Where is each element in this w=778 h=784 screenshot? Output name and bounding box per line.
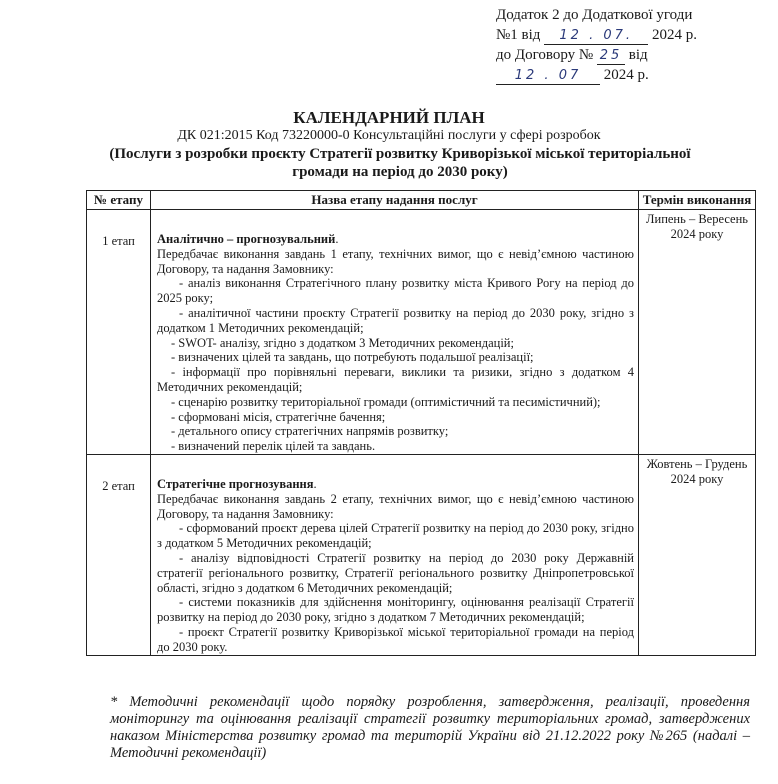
addendum-line-2 <box>496 25 697 45</box>
service-name: (Послуги з розробки проєкту Стратегії розвитку Криворізької міської територіальної громади на період до 2030 року) <box>109 146 691 180</box>
list-item: - сценарію розвитку територіальної громади (оптимістичний та песимістичний); <box>171 394 601 409</box>
stage-number: 2 етап <box>87 454 151 655</box>
header-stage-number: № етапу <box>87 191 151 210</box>
handwritten-contract-number: 25 <box>597 48 625 65</box>
list-item: - визначений перелік цілей та завдань. <box>171 439 376 454</box>
list-item: - сформовані місія, стратегічне бачення; <box>171 409 386 424</box>
table-header-row <box>87 191 756 210</box>
list-item: - системи показників для здійснення моніторингу, оцінювання реалізації Стратегії розвитку на період до 2030 року, згідно з додатком 7 Методичних рекомендацій; <box>157 595 634 625</box>
table-row <box>87 454 756 655</box>
addendum-line-3 <box>496 45 697 65</box>
addendum-line-4 <box>496 65 697 85</box>
list-item: - аналіз виконання Стратегічного плану розвитку міста Кривого Рогу на період до 2025 року; <box>157 276 634 306</box>
addendum-header <box>496 5 697 85</box>
list-item: - детального опису стратегічних напрямів розвитку; <box>171 424 449 439</box>
stage-title: Аналітично – прогнозувальний. <box>157 232 339 246</box>
list-item: - SWOT- аналізу, згідно з додатком 3 Методичних рекомендацій; <box>171 335 514 350</box>
list-item: - аналізу відповідності Стратегії розвитку на період до 2030 року Державній стратегії регіонального розвитку, Стратегії регіонального розвитку Дніпропетровської області, згідно з додатком 6 Методичних рекомендацій; <box>157 550 634 595</box>
list-item: - визначених цілей та завдань, що потребують подальшої реалізації; <box>171 350 534 365</box>
addendum-agreement-prefix: №1 від <box>496 27 541 43</box>
header-term: Термін виконання <box>639 191 756 210</box>
addendum-contract-prefix: до Договору № <box>496 47 594 63</box>
list-item: - сформований проєкт дерева цілей Стратегії розвитку на період до 2030 року, згідно з додатком 5 Методичних рекомендацій; <box>157 521 634 551</box>
stage-number: 1 етап <box>87 210 151 455</box>
header-stage-name: Назва етапу надання послуг <box>151 191 639 210</box>
stage-description <box>151 210 639 455</box>
stage-intro: Передбачає виконання завдань 2 етапу, технічних вимог, що є невід’ємною частиною Договору, та надання Замовнику: <box>157 491 634 521</box>
addendum-agreement-year: 2024 р. <box>651 27 697 43</box>
list-item: - проєкт Стратегії розвитку Криворізької міської територіальної громади на період до 2030 року. <box>157 624 634 654</box>
stage-term: Липень – Вересень 2024 року <box>639 210 756 455</box>
stage-title: Стратегічне прогнозування. <box>157 476 317 491</box>
handwritten-contract-date: 12 . 07 <box>496 68 600 85</box>
document-subtitle: ДК 021:2015 Код 73220000-0 Консультаційні послуги у сфері розробок <box>177 128 601 143</box>
addendum-contract-year: 2024 р. <box>603 67 649 83</box>
addendum-line-1: Додаток 2 до Додаткової угоди <box>496 7 693 23</box>
addendum-contract-from: від <box>628 47 648 63</box>
table-row <box>87 210 756 455</box>
handwritten-agreement-date: 12 . 07. <box>544 28 648 45</box>
list-item: - аналітичної частини проєкту Стратегії розвитку на період до 2030 року, згідно з додатком 1 Методичних рекомендацій; <box>157 305 634 335</box>
calendar-plan-table <box>86 190 756 656</box>
stage-description <box>151 454 639 655</box>
footnote: * Методичні рекомендації щодо порядку розроблення, затвердження, реалізації, проведення моніторингу та оцінювання реалізації стратегії розвитку територіальних громад, затверджених наказом Міністерства розвитку громад та територій України від 21.12.2022 року №265 (надалі – Методичні рекомендації) <box>110 694 750 761</box>
list-item: - інформації про порівняльні переваги, виклики та ризики, згідно з додатком 4 Методичних рекомендацій; <box>157 365 634 394</box>
document-title: КАЛЕНДАРНИЙ ПЛАН <box>293 108 485 127</box>
stage-intro: Передбачає виконання завдань 1 етапу, технічних вимог, що є невід’ємною частиною Договору, та надання Замовнику: <box>157 246 634 276</box>
stage-term: Жовтень – Грудень 2024 року <box>639 454 756 655</box>
